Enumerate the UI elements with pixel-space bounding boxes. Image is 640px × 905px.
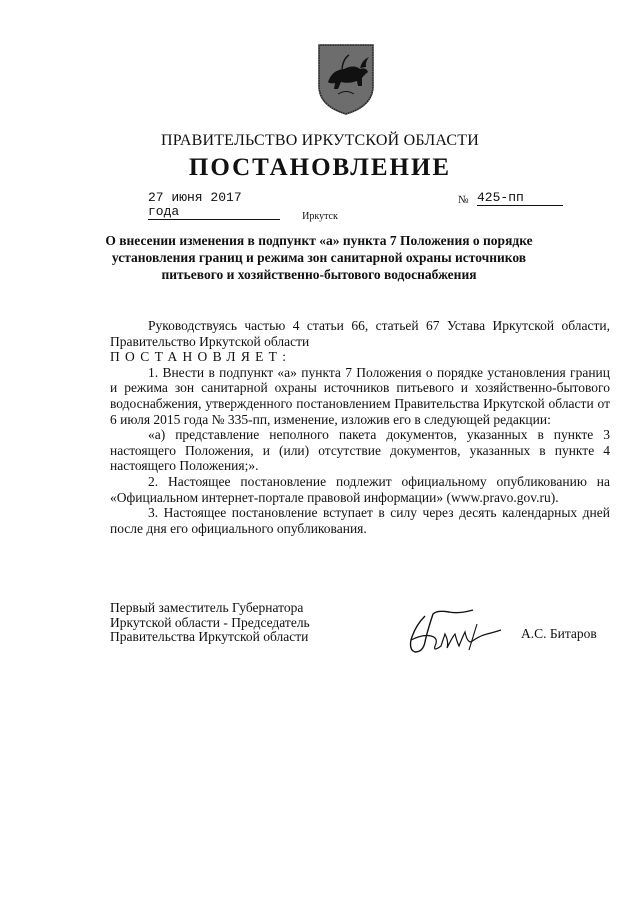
item-2: 2. Настоящее постановление подлежит официальному опубликованию на «Официальном интернет-портале правовой информации» (www.pravo.gov.ru).	[110, 473, 610, 505]
item-3: 3. Настоящее постановление вступает в силу через десять календарных дней после дня его официального опубликования.	[110, 505, 610, 536]
document-type: ПОСТАНОВЛЕНИЕ	[188, 154, 452, 181]
number-sign: №	[458, 194, 469, 206]
government-name: ПРАВИТЕЛЬСТВО ИРКУТСКОЙ ОБЛАСТИ	[161, 132, 479, 149]
coat-of-arms-icon	[316, 42, 376, 116]
signer-position-line: Иркутской области - Председатель	[110, 614, 310, 630]
document-number: 425-пп	[477, 191, 563, 206]
decree-word: ПОСТАНОВЛЯЕТ:	[110, 349, 292, 365]
preamble: Руководствуясь частью 4 статьи 66, статьей 67 Устава Иркутской области, Правительство Иркутской области	[110, 318, 610, 349]
signature-icon	[403, 606, 509, 658]
signer-name: А.С. Битаров	[521, 626, 597, 641]
city: Иркутск	[302, 211, 338, 222]
signer-position-line: Первый заместитель Губернатора	[110, 600, 304, 615]
document-body	[110, 318, 610, 536]
document-date: 27 июня 2017 года	[148, 191, 280, 220]
item-1-quote: «а) представление неполного пакета документов, указанных в пункте 3 настоящего Положения, и (или) отсутствие документов, указанных в пункте 4 настоящего Положения;».	[110, 427, 610, 474]
signer-position-line: Правительства Иркутской области	[110, 629, 309, 644]
document-subject: О внесении изменения в подпункт «а» пункта 7 Положения о порядке установления границ и режима зон санитарной охраны источников питьевого и хозяйственно-бытового водоснабжения	[105, 233, 533, 282]
item-1: 1. Внести в подпункт «а» пункта 7 Положения о порядке установления границ и режима зон санитарной охраны источников питьевого и хозяйственно-бытового водоснабжения, утвержденного постановлением Правительства Иркутской области от 6 июля 2015 года № 335-пп, изменение, изложив его в следующей редакции:	[110, 364, 610, 427]
signer-position	[110, 601, 310, 645]
